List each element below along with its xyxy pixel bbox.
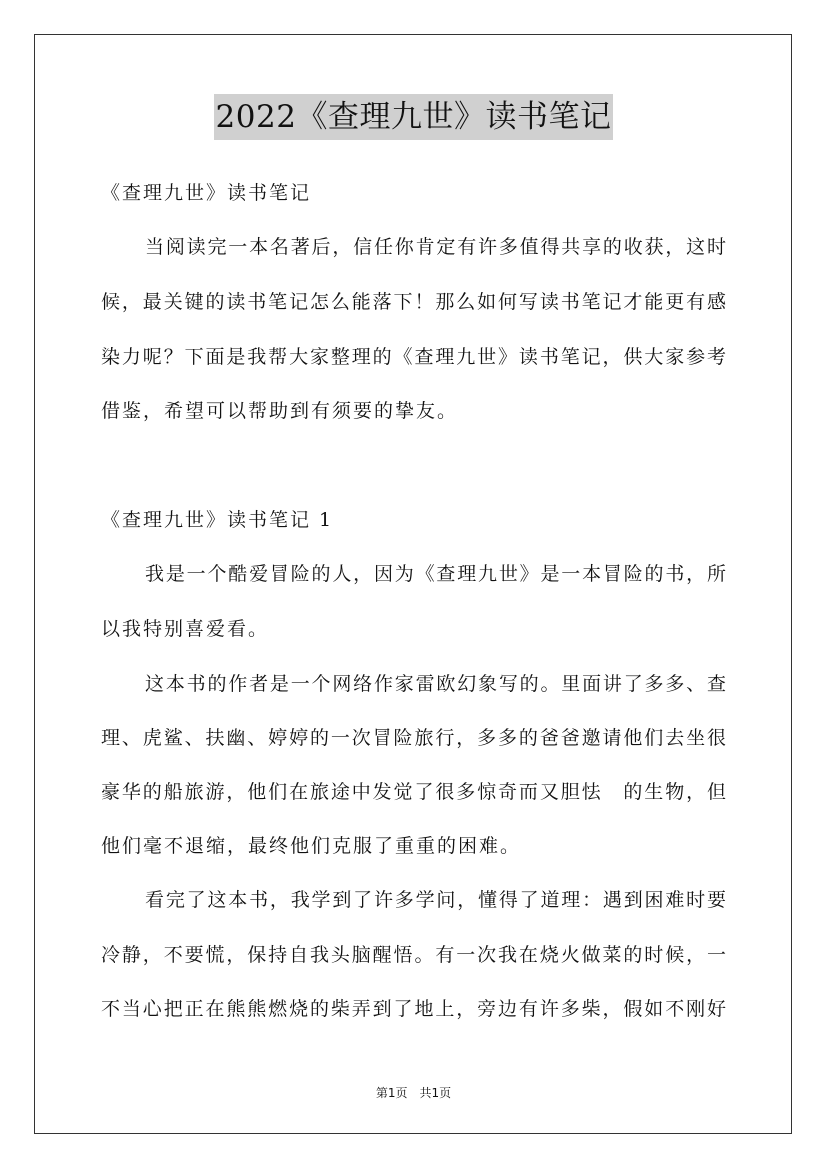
intro-line: 当阅读完一本名著后，信任你肯定有许多值得共享的收获，这时: [145, 236, 727, 258]
paragraph-line: 以我特别喜爱看。: [101, 618, 270, 640]
title-text: 2022《查理九世》读书笔记: [214, 94, 614, 140]
paragraph-line: 豪华的船旅游，他们在旅途中发觉了很多惊奇而又胆怯 的生物，但: [101, 781, 727, 803]
intro-line: 借鉴，希望可以帮助到有须要的挚友。: [101, 400, 459, 422]
paragraph-line: 他们毫不退缩，最终他们克服了重重的困难。: [101, 835, 522, 857]
paragraph-line: 我是一个酷爱冒险的人，因为《查理九世》是一本冒险的书，所: [145, 563, 727, 585]
document-title: [0, 94, 827, 140]
intro-line: 候，最关键的读书笔记怎么能落下！那么如何写读书笔记才能更有感: [101, 291, 727, 313]
section-heading: 《查理九世》读书笔记 1: [101, 509, 334, 531]
paragraph-line: 冷静，不要慌，保持自我头脑醒悟。有一次我在烧火做菜的时候，一: [101, 944, 727, 966]
paragraph-line: 理、虎鲨、扶幽、婷婷的一次冒险旅行，多多的爸爸邀请他们去坐很: [101, 727, 727, 749]
paragraph-line: 这本书的作者是一个网络作家雷欧幻象写的。里面讲了多多、查: [145, 673, 727, 695]
paragraph-line: 看完了这本书，我学到了许多学问，懂得了道理：遇到困难时要: [145, 889, 727, 911]
paragraph-line: 不当心把正在熊熊燃烧的柴弄到了地上，旁边有许多柴，假如不刚好: [101, 998, 727, 1020]
intro-line: 染力呢？下面是我帮大家整理的《查理九世》读书笔记，供大家参考: [101, 346, 727, 368]
subtitle: 《查理九世》读书笔记: [101, 182, 312, 204]
page-number: 第1页 共1页: [375, 1086, 452, 1100]
